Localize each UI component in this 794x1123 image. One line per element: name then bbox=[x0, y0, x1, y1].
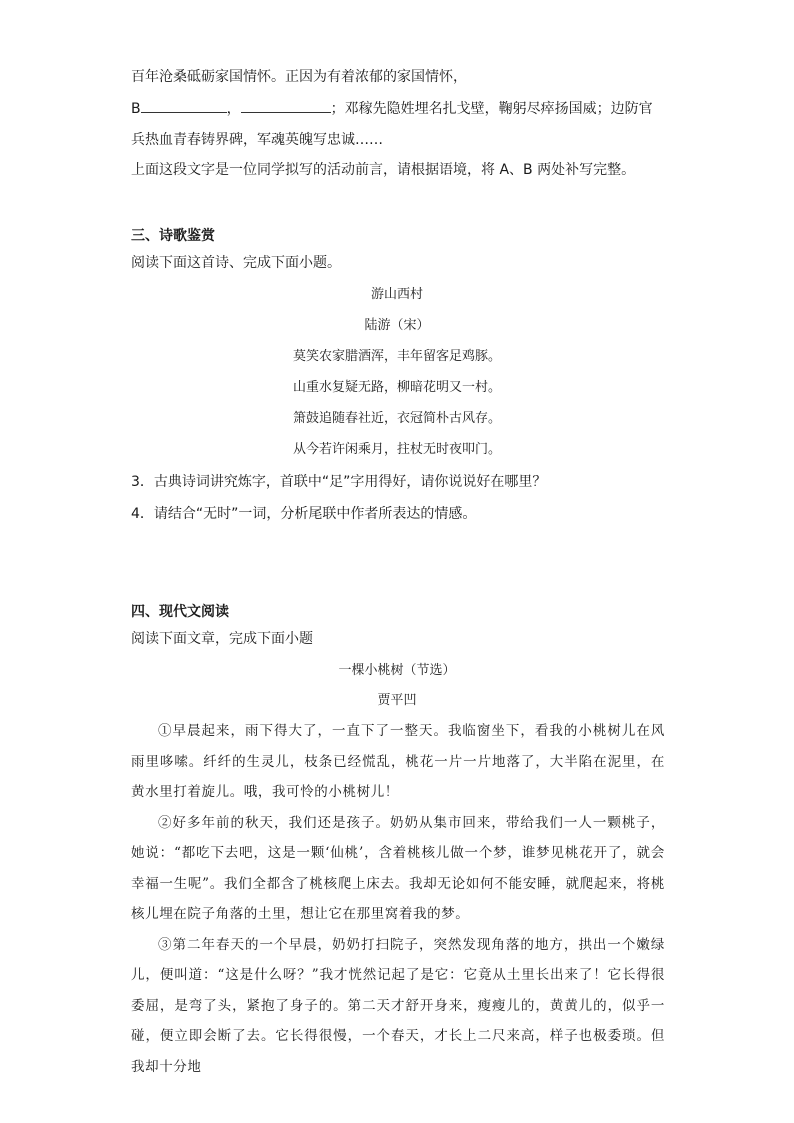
article-paragraph-3: ③第二年春天的一个早晨，奶奶打扫院子，突然发现角落的地方，拱出一个嫩绿儿，便叫道：“这是什么呀？”我才恍然记起了是它：它竟从土里长出来了！它长得很委屈，是弯了头，紧抱了身子的。第二天才舒开身来，瘦瘦儿的，黄黄儿的，似乎一碰，便立即会断了去。它长得很慢，一个春天，才长上二尺来高，样子也极委琐。但我却十分地 bbox=[131, 936, 665, 1075]
passage-instruction: 上面这段文字是一位同学拟写的活动前言，请根据语境，将 A、B 两处补写完整。 bbox=[131, 162, 636, 178]
blank-label-b: B bbox=[131, 101, 141, 117]
article-paragraph-1: ①早晨起来，雨下得大了，一直下了一整天。我临窗坐下，看我的小桃树儿在风雨里哆嗦。纤纤的生灵儿，枝条已经慌乱，桃花一片一片地落了，大半陷在泥里，在黄水里打着旋儿。哦，我可怜的小桃树儿！ bbox=[131, 723, 665, 800]
blank-separator: ， bbox=[226, 101, 241, 117]
poem-line-2: 山重水复疑无路，柳暗花明又一村。 bbox=[292, 380, 501, 395]
passage-line-3: 兵热血青春铸界碑，军魂英魄写忠诚…… bbox=[131, 132, 383, 148]
passage-line-2 bbox=[131, 98, 653, 119]
poem-line-3: 箫鼓追随春社近，衣冠简朴古风存。 bbox=[292, 411, 501, 426]
poem-line-1: 莫笑农家腊酒浑，丰年留客足鸡豚。 bbox=[292, 349, 501, 364]
section-three-heading: 三、诗歌鉴赏 bbox=[131, 228, 215, 244]
poem-author: 陆游（宋） bbox=[364, 318, 430, 333]
article-paragraph-2: ②好多年前的秋天，我们还是孩子。奶奶从集市回来，带给我们一人一颗桃子，她说：“都吃下去吧，这是一颗‘仙桃’，含着桃核儿做一个梦，谁梦见桃花开了，就会幸福一生呢”。我们全都含了桃核爬上床去。我却无论如何不能安睡，就爬起来，将桃核儿埋在院子角落的土里，想让它在那里窝着我的梦。 bbox=[131, 814, 665, 922]
passage-line-1: 百年沧桑砥砺家国情怀。正因为有着浓郁的家国情怀， bbox=[131, 69, 467, 85]
article-title: 一棵小桃树（节选） bbox=[338, 663, 456, 678]
poem-title: 游山西村 bbox=[370, 287, 423, 302]
article-author: 贾平凹 bbox=[377, 693, 417, 708]
section-four-intro: 阅读下面文章，完成下面小题 bbox=[131, 631, 313, 647]
fill-blank-b1[interactable] bbox=[141, 98, 227, 113]
section-three-intro: 阅读下面这首诗、完成下面小题。 bbox=[131, 255, 341, 271]
passage-line-2-suffix: ；邓稼先隐姓埋名扎戈壁，鞠躬尽瘁扬国威；边防官 bbox=[330, 101, 653, 117]
poem-line-4: 从今若许闲乘月，拄杖无时夜叩门。 bbox=[292, 442, 501, 457]
question-3: 3．古典诗词讲究炼字，首联中“足”字用得好，请你说说好在哪里？ bbox=[131, 474, 547, 490]
fill-blank-b2[interactable] bbox=[241, 98, 331, 113]
question-4: 4．请结合“无时”一词，分析尾联中作者所表达的情感。 bbox=[131, 506, 477, 522]
article-body bbox=[131, 716, 665, 1082]
section-four-heading: 四、现代文阅读 bbox=[131, 604, 229, 620]
